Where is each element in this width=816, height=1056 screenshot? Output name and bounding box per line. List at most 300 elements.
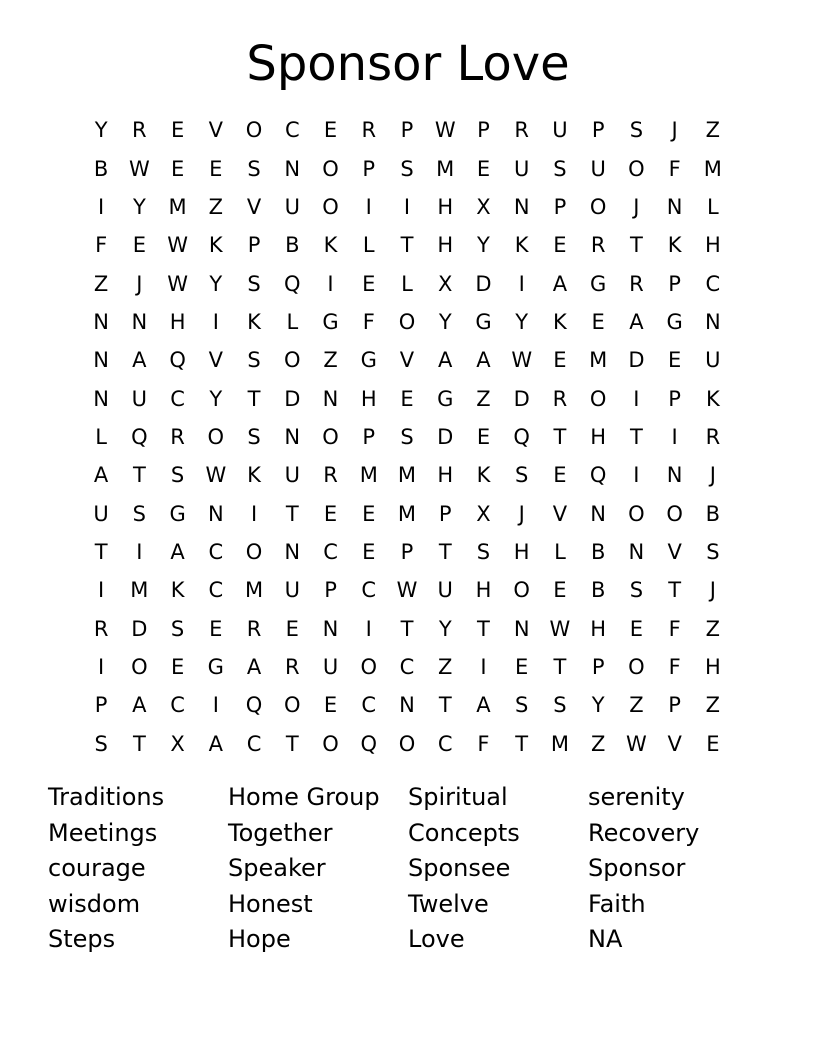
grid-letter: O (284, 348, 301, 373)
word-bank-item: Hope (228, 925, 291, 953)
grid-letter: L (286, 309, 299, 334)
grid-letter: L (707, 194, 719, 219)
grid-letter: E (706, 731, 720, 756)
grid-letter: O (322, 424, 339, 449)
grid-row (82, 226, 732, 264)
grid-letter: S (247, 424, 261, 449)
grid-letter: E (362, 501, 376, 526)
grid-letter: Q (589, 463, 607, 488)
grid-letter: O (284, 693, 301, 718)
grid-letter: E (476, 424, 491, 449)
grid-letter: E (553, 348, 567, 373)
grid-letter: C (170, 693, 185, 718)
grid-letter: V (399, 348, 415, 373)
page-title: Sponsor Love (246, 36, 570, 92)
grid-letter: H (360, 386, 377, 411)
word-bank-item: Concepts (408, 818, 520, 847)
grid-letter: P (400, 118, 414, 143)
grid-letter: N (322, 386, 339, 411)
grid-letter: Z (590, 731, 606, 756)
grid-letter: H (437, 233, 454, 258)
word-bank-item: Spiritual (408, 783, 508, 811)
grid-row (82, 264, 732, 302)
grid-letter: A (246, 654, 262, 679)
grid-letter: A (476, 348, 491, 373)
grid-letter: T (668, 578, 682, 603)
grid-letter: H (590, 424, 607, 449)
grid-letter: I (633, 386, 640, 411)
grid-letter: P (400, 539, 414, 564)
grid-letter: W (167, 271, 188, 296)
grid-letter: E (553, 463, 567, 488)
grid-letter: J (518, 501, 525, 526)
grid-letter: R (170, 424, 185, 449)
grid-letter: T (629, 233, 643, 258)
grid-letter: C (705, 271, 721, 296)
grid-letter: K (476, 463, 491, 488)
grid-letter: S (629, 118, 644, 143)
grid-letter: T (400, 233, 414, 258)
grid-letter: O (589, 194, 607, 219)
grid-letter: E (132, 233, 146, 258)
grid-letter: E (553, 233, 567, 258)
word-bank-item: Traditions (48, 783, 165, 811)
grid-letter: S (629, 578, 644, 603)
grid-letter: N (513, 616, 530, 641)
grid-letter: Z (705, 693, 721, 718)
grid-row (82, 341, 732, 379)
grid-letter: W (167, 233, 188, 258)
grid-letter: S (476, 539, 491, 564)
grid-letter: E (209, 616, 223, 641)
word-bank-item: Home Group (228, 783, 380, 811)
grid-letter: E (323, 118, 338, 143)
grid-letter: W (128, 156, 150, 181)
grid-letter: N (284, 539, 301, 564)
grid-letter: A (208, 731, 223, 756)
grid-letter: B (590, 539, 606, 564)
grid-letter: Z (438, 654, 453, 679)
grid-letter: J (633, 194, 640, 219)
grid-letter: Y (591, 693, 605, 718)
grid-letter: O (628, 156, 645, 181)
grid-letter: C (246, 731, 262, 756)
grid-letter: P (362, 424, 376, 449)
grid-letter: N (284, 424, 301, 449)
grid-letter: T (553, 654, 567, 679)
grid-letter: Y (209, 386, 223, 411)
grid-letter: P (438, 501, 452, 526)
grid-letter: I (327, 271, 334, 296)
grid-letter: Z (476, 386, 491, 411)
grid-letter: I (136, 539, 143, 564)
grid-letter: O (628, 654, 645, 679)
word-bank-item: Meetings (48, 818, 158, 847)
grid-letter: C (437, 731, 453, 756)
grid-letter: W (205, 463, 227, 488)
grid-letter: S (170, 616, 185, 641)
grid-letter: X (438, 271, 453, 296)
grid-letter: J (709, 578, 716, 603)
grid-letter: A (132, 348, 147, 373)
grid-letter: S (553, 693, 567, 718)
grid-letter: R (629, 271, 644, 296)
grid-letter: K (247, 309, 261, 334)
grid-letter: X (476, 194, 491, 219)
grid-letter: M (436, 156, 455, 181)
grid-letter: N (513, 194, 530, 219)
grid-letter: Z (208, 194, 224, 219)
grid-letter: Q (169, 348, 186, 373)
grid-letter: T (438, 539, 452, 564)
grid-letter: W (511, 348, 533, 373)
grid-letter: G (590, 271, 607, 296)
word-column (48, 780, 228, 958)
grid-letter: E (591, 309, 605, 334)
grid-letter: H (590, 616, 607, 641)
grid-letter: E (400, 386, 414, 411)
grid-letter: R (705, 424, 721, 449)
grid-row (82, 686, 732, 724)
grid-letter: I (98, 194, 105, 219)
grid-letter: I (633, 463, 640, 488)
grid-letter: U (322, 654, 339, 679)
grid-letter: D (475, 271, 492, 296)
grid-letter: Z (705, 118, 721, 143)
grid-letter: N (590, 501, 607, 526)
grid-letter: N (131, 309, 148, 334)
grid-letter: Q (360, 731, 378, 756)
grid-letter: F (95, 233, 108, 258)
grid-letter: E (362, 271, 376, 296)
grid-letter: P (362, 156, 376, 181)
grid-letter: N (666, 194, 683, 219)
grid-row (82, 533, 732, 571)
grid-row (82, 494, 732, 532)
grid-letter: S (170, 463, 185, 488)
grid-letter: E (170, 156, 185, 181)
grid-letter: W (434, 118, 456, 143)
grid-letter: S (515, 693, 529, 718)
word-bank-item: Sponsee (408, 854, 511, 882)
grid-letter: A (629, 309, 644, 334)
grid-letter: E (553, 578, 567, 603)
grid-row (82, 456, 732, 494)
word-bank-item: Together (228, 818, 333, 847)
grid-letter: H (475, 578, 492, 603)
grid-letter: N (93, 348, 109, 373)
grid-letter: A (438, 348, 453, 373)
grid-letter: T (132, 463, 146, 488)
grid-letter: M (397, 501, 417, 526)
grid-letter: T (515, 731, 529, 756)
grid-letter: S (247, 156, 261, 181)
grid-letter: J (709, 463, 716, 488)
grid-letter: K (514, 233, 529, 258)
word-column (228, 780, 408, 958)
grid-letter: Y (209, 271, 223, 296)
grid-letter: N (628, 539, 645, 564)
grid-letter: Y (438, 616, 452, 641)
word-bank-item: NA (588, 925, 623, 953)
grid-letter: V (246, 194, 262, 219)
grid-letter: D (284, 386, 301, 411)
grid-letter: O (245, 118, 263, 143)
grid-letter: C (323, 539, 338, 564)
grid-letter: O (666, 501, 683, 526)
grid-letter: M (703, 156, 722, 181)
grid-letter: V (208, 348, 223, 373)
grid-letter: B (590, 578, 606, 603)
grid-row (82, 379, 732, 417)
grid-letter: R (514, 118, 529, 143)
grid-row (82, 303, 732, 341)
word-bank-item: Speaker (228, 854, 326, 882)
grid-letter: A (170, 539, 185, 564)
grid-letter: E (209, 156, 223, 181)
word-bank-item: Recovery (588, 818, 700, 847)
grid-letter: V (667, 731, 682, 756)
word-bank (48, 780, 788, 958)
grid-letter: I (98, 654, 105, 679)
grid-letter: D (131, 616, 148, 641)
letter-grid (82, 111, 732, 763)
grid-letter: K (667, 233, 682, 258)
grid-letter: R (132, 118, 147, 143)
grid-letter: Y (477, 233, 490, 258)
grid-letter: H (704, 233, 721, 258)
grid-letter: H (169, 309, 186, 334)
grid-letter: M (397, 463, 417, 488)
grid-letter: U (284, 578, 300, 603)
grid-letter: G (360, 348, 377, 373)
grid-letter: J (136, 271, 143, 296)
grid-letter: U (284, 194, 300, 219)
grid-letter: Y (438, 309, 452, 334)
grid-letter: E (362, 539, 376, 564)
grid-letter: A (93, 463, 109, 488)
grid-letter: Q (513, 424, 530, 449)
grid-letter: S (94, 731, 108, 756)
grid-letter: E (476, 156, 491, 181)
grid-letter: C (208, 539, 224, 564)
grid-row (82, 725, 732, 763)
word-bank-item: Faith (588, 889, 646, 918)
grid-letter: P (591, 118, 605, 143)
grid-letter: K (553, 309, 567, 334)
grid-letter: S (706, 539, 720, 564)
grid-letter: G (207, 654, 224, 679)
grid-letter: U (514, 156, 530, 181)
grid-letter: G (322, 309, 339, 334)
grid-letter: M (130, 578, 149, 603)
word-bank-item: Steps (48, 925, 116, 953)
grid-letter: Z (705, 616, 721, 641)
grid-letter: E (515, 654, 529, 679)
grid-letter: C (170, 386, 185, 411)
grid-letter: P (94, 693, 108, 718)
grid-letter: I (403, 194, 411, 219)
grid-letter: N (322, 616, 339, 641)
grid-letter: F (668, 654, 681, 679)
grid-letter: K (247, 463, 261, 488)
grid-letter: O (322, 156, 339, 181)
grid-letter: D (513, 386, 530, 411)
grid-letter: T (400, 616, 414, 641)
grid-letter: B (285, 233, 300, 258)
grid-letter: F (668, 156, 681, 181)
grid-letter: A (132, 693, 147, 718)
grid-letter: R (323, 463, 338, 488)
grid-letter: K (170, 578, 185, 603)
grid-letter: I (365, 616, 372, 641)
grid-letter: A (552, 271, 568, 296)
grid-letter: R (590, 233, 606, 258)
grid-letter: E (667, 348, 682, 373)
grid-letter: Q (245, 693, 263, 718)
grid-letter: S (515, 463, 529, 488)
grid-letter: N (284, 156, 301, 181)
grid-letter: O (131, 654, 148, 679)
grid-letter: L (362, 233, 375, 258)
grid-letter: O (589, 386, 607, 411)
word-bank-item: serenity (588, 783, 685, 811)
grid-row (82, 111, 732, 149)
grid-letter: R (552, 386, 568, 411)
grid-letter: U (590, 156, 606, 181)
grid-letter: M (589, 348, 608, 373)
grid-letter: G (169, 501, 186, 526)
grid-letter: V (552, 501, 568, 526)
grid-letter: O (322, 194, 339, 219)
grid-letter: N (93, 309, 109, 334)
grid-letter: Z (629, 693, 644, 718)
grid-letter: U (705, 348, 721, 373)
grid-letter: F (362, 309, 375, 334)
grid-letter: M (244, 578, 264, 603)
grid-letter: P (591, 654, 605, 679)
grid-letter: F (668, 616, 681, 641)
grid-letter: Z (93, 271, 109, 296)
grid-letter: R (284, 654, 300, 679)
grid-letter: V (208, 118, 223, 143)
grid-letter: W (396, 578, 418, 603)
grid-letter: R (246, 616, 262, 641)
grid-letter: O (322, 731, 339, 756)
grid-letter: B (705, 501, 721, 526)
grid-letter: E (170, 654, 185, 679)
grid-letter: K (705, 386, 720, 411)
word-bank-item: Love (408, 925, 465, 953)
grid-letter: M (550, 731, 569, 756)
grid-letter: N (399, 693, 415, 718)
grid-letter: E (285, 616, 299, 641)
grid-letter: A (476, 693, 491, 718)
grid-row (82, 188, 732, 226)
grid-letter: P (668, 693, 681, 718)
grid-letter: R (361, 118, 377, 143)
grid-letter: E (629, 616, 644, 641)
grid-row (82, 571, 732, 609)
grid-letter: T (132, 731, 146, 756)
grid-letter: S (132, 501, 147, 526)
grid-letter: L (401, 271, 413, 296)
grid-letter: J (671, 118, 678, 143)
grid-letter: C (284, 118, 300, 143)
grid-letter: U (284, 463, 300, 488)
grid-letter: N (207, 501, 224, 526)
grid-letter: P (553, 194, 567, 219)
grid-letter: I (365, 194, 372, 219)
grid-letter: S (247, 271, 261, 296)
word-bank-item: Sponsor (588, 854, 686, 882)
grid-letter: C (399, 654, 415, 679)
grid-letter: I (250, 501, 258, 526)
grid-letter: U (131, 386, 148, 411)
grid-letter: T (285, 501, 299, 526)
grid-letter: T (553, 424, 567, 449)
grid-letter: C (361, 693, 377, 718)
grid-letter: F (477, 731, 490, 756)
grid-letter: P (247, 233, 261, 258)
grid-row (82, 149, 732, 187)
grid-letter: O (628, 501, 645, 526)
grid-letter: C (361, 578, 377, 603)
grid-letter: K (323, 233, 338, 258)
word-bank-item: courage (48, 854, 146, 882)
grid-letter: M (359, 463, 378, 488)
word-bank-item: wisdom (48, 889, 141, 918)
grid-letter: I (212, 693, 219, 718)
grid-letter: E (323, 501, 338, 526)
grid-row (82, 418, 732, 456)
grid-letter: Y (515, 309, 529, 334)
grid-letter: O (398, 309, 416, 334)
grid-letter: P (668, 386, 681, 411)
grid-letter: W (549, 616, 571, 641)
grid-row (82, 648, 732, 686)
grid-letter: I (671, 424, 678, 449)
grid-letter: M (168, 194, 187, 219)
grid-letter: S (247, 348, 261, 373)
grid-letter: O (513, 578, 530, 603)
grid-letter: I (518, 271, 525, 296)
grid-letter: V (667, 539, 682, 564)
grid-letter: H (704, 654, 721, 679)
grid-letter: Q (284, 271, 301, 296)
word-bank-item: Twelve (408, 889, 489, 918)
grid-letter: S (553, 156, 567, 181)
grid-letter: P (324, 578, 337, 603)
grid-letter: O (207, 424, 225, 449)
grid-letter: H (437, 194, 454, 219)
grid-letter: E (170, 118, 185, 143)
grid-letter: P (668, 271, 681, 296)
grid-letter: S (400, 156, 414, 181)
grid-letter: U (552, 118, 568, 143)
grid-letter: U (93, 501, 109, 526)
grid-letter: Q (131, 424, 148, 449)
grid-letter: O (245, 539, 263, 564)
grid-letter: E (323, 693, 338, 718)
grid-letter: Z (323, 348, 338, 373)
grid-letter: I (98, 578, 105, 603)
grid-letter: L (554, 539, 566, 564)
grid-letter: K (208, 233, 223, 258)
grid-letter: T (477, 616, 490, 641)
grid-letter: U (437, 578, 453, 603)
grid-letter: W (626, 731, 647, 756)
